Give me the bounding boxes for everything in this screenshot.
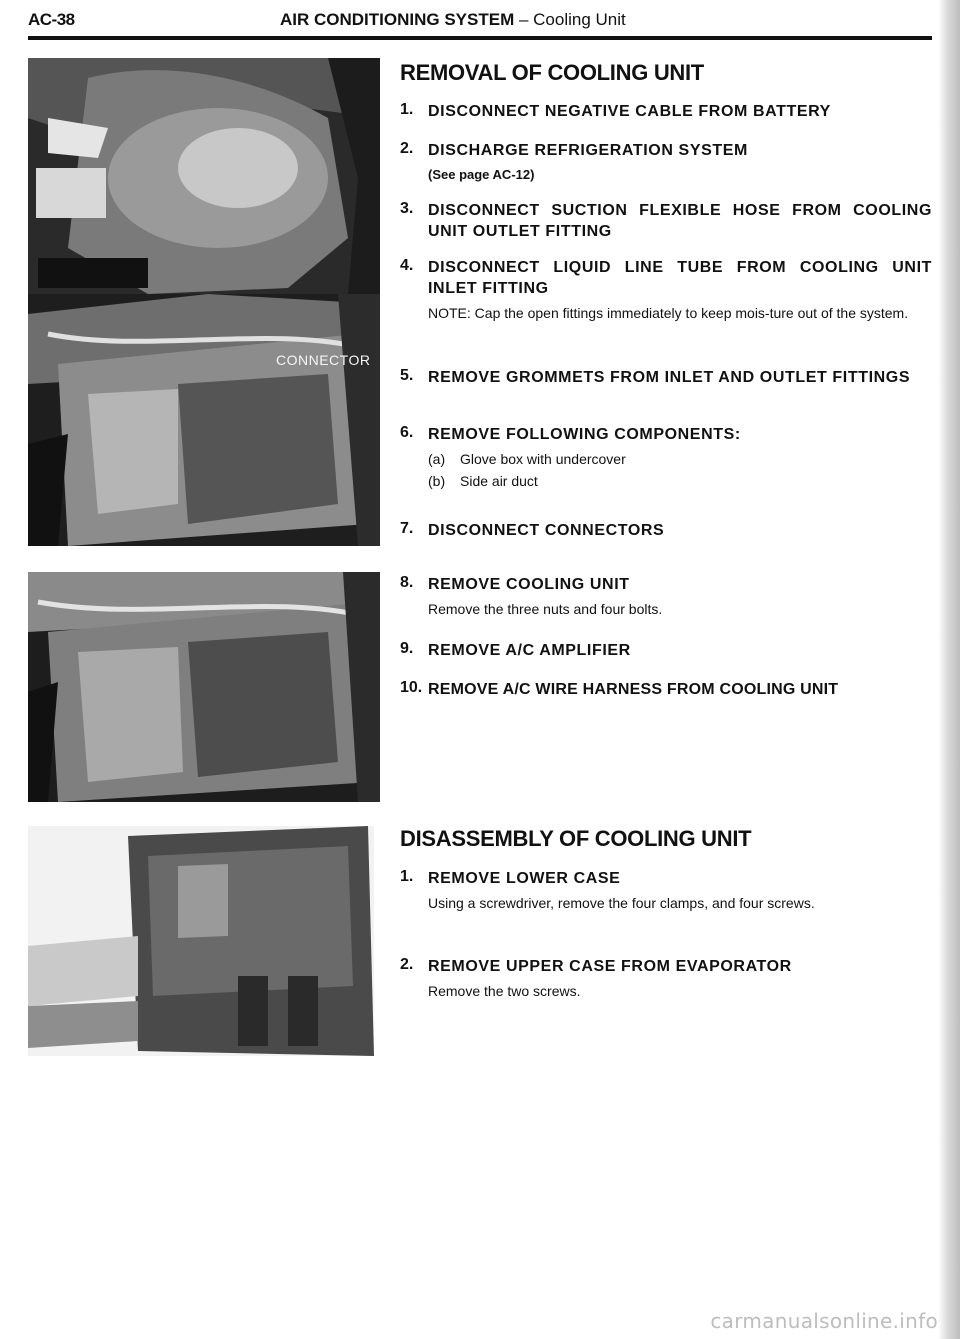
step-text: REMOVE FOLLOWING COMPONENTS: (428, 426, 741, 443)
removal-step-10 (400, 679, 932, 700)
removal-step-3 (400, 200, 932, 242)
disassembly-step-1 (400, 868, 932, 912)
step-note: Remove the three nuts and four bolts. (428, 601, 663, 617)
step-note: Remove the two screws. (428, 983, 581, 999)
page-code: AC-38 (28, 10, 75, 29)
header-title (280, 10, 626, 30)
step-number: 3. (400, 200, 414, 217)
removal-step-6 (400, 424, 932, 489)
step-text: REMOVE COOLING UNIT (428, 576, 630, 593)
photo-connector (28, 294, 380, 546)
removal-step-1 (400, 101, 932, 122)
item-text: Glove box with undercover (460, 451, 626, 467)
step-text: DISCHARGE REFRIGERATION SYSTEM (428, 142, 748, 159)
photo-cooling-unit-installed (28, 572, 380, 802)
page-edge-shadow (938, 0, 960, 1339)
header-title-main: AIR CONDITIONING SYSTEM (280, 10, 515, 29)
step-text: REMOVE GROMMETS FROM INLET AND OUTLET FITTINGS (428, 369, 911, 386)
step-number: 10. (400, 679, 423, 696)
step-note: Using a screwdriver, remove the four clamps, and four screws. (428, 895, 815, 911)
step-text: DISCONNECT LIQUID LINE TUBE FROM COOLING UNIT INLET FITTING (428, 259, 932, 297)
item-label: (b) (428, 473, 446, 489)
step-number: 2. (400, 956, 414, 973)
removal-step-2 (400, 140, 932, 184)
step-number: 1. (400, 868, 414, 885)
disassembly-title: DISASSEMBLY OF COOLING UNIT (400, 826, 752, 851)
list-item (428, 451, 932, 467)
removal-step-5 (400, 367, 932, 388)
step-number: 8. (400, 574, 414, 591)
item-text: Side air duct (460, 473, 538, 489)
header-rule (28, 36, 932, 40)
removal-step-7 (400, 520, 932, 541)
step-text: REMOVE A/C AMPLIFIER (428, 642, 631, 659)
step-note: NOTE: Cap the open fittings immediately to keep mois-ture out of the system. (428, 305, 909, 321)
removal-step-8 (400, 574, 932, 618)
disassembly-step-2 (400, 956, 932, 1000)
step-text: DISCONNECT NEGATIVE CABLE FROM BATTERY (428, 103, 831, 120)
step-number: 2. (400, 140, 414, 157)
step-text: DISCONNECT SUCTION FLEXIBLE HOSE FROM COOLING UNIT OUTLET FITTING (428, 202, 932, 240)
page-header (28, 6, 932, 40)
watermark: carmanualsonline.info (710, 1309, 938, 1333)
step-number: 7. (400, 520, 414, 537)
step-text: REMOVE UPPER CASE FROM EVAPORATOR (428, 958, 792, 975)
step-number: 4. (400, 257, 414, 274)
header-title-sub: – Cooling Unit (514, 10, 626, 29)
step-text: DISCONNECT CONNECTORS (428, 522, 665, 539)
step-number: 9. (400, 640, 414, 657)
photo-cooling-unit-case (28, 826, 374, 1056)
removal-title: REMOVAL OF COOLING UNIT (400, 60, 704, 85)
photo-label-connector: CONNECTOR (276, 352, 371, 368)
removal-step-4 (400, 257, 932, 322)
removal-step-9 (400, 640, 932, 661)
step-text: REMOVE A/C WIRE HARNESS FROM COOLING UNIT (428, 681, 839, 698)
list-item (428, 473, 932, 489)
photo-engine-bay (28, 58, 380, 294)
step-number: 5. (400, 367, 414, 384)
step-number: 1. (400, 101, 414, 118)
item-label: (a) (428, 451, 446, 467)
step-number: 6. (400, 424, 414, 441)
step-text: REMOVE LOWER CASE (428, 870, 621, 887)
page-reference: (See page AC-12) (428, 167, 535, 182)
